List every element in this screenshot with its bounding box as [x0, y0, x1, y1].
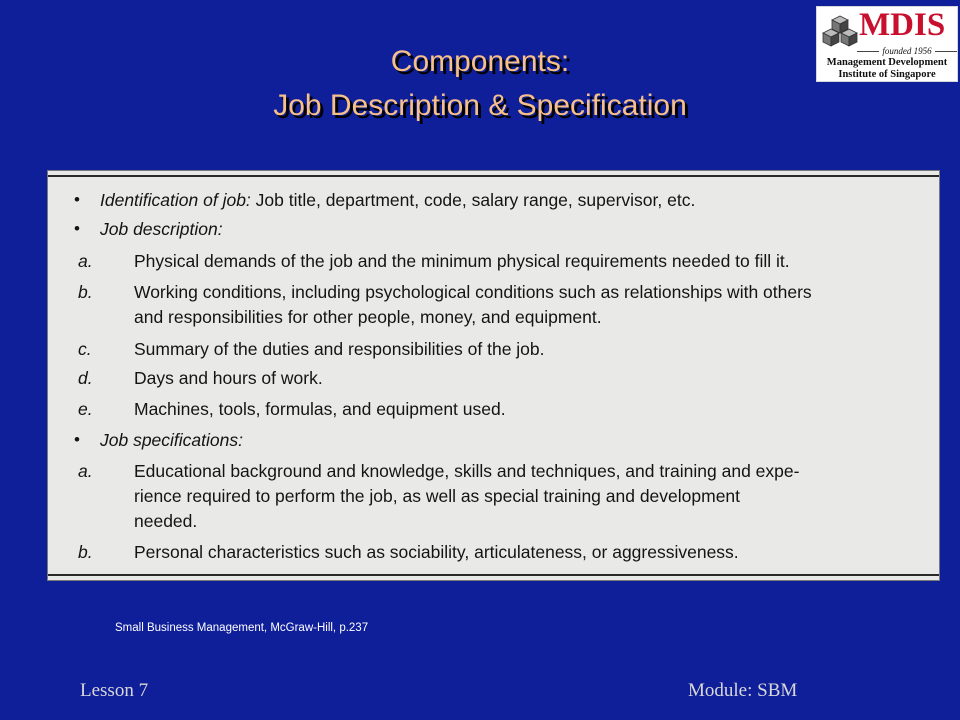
item-marker: d.: [78, 368, 93, 388]
slide-title-line2: Job Description & Specification: [273, 89, 687, 122]
job-description-item: Physical demands of the job and the minimum physical requirements needed to fill it.: [134, 251, 790, 271]
identification-label: Identification of job:: [100, 190, 251, 210]
job-specification-item-cont: needed.: [134, 511, 198, 531]
logo-name-line2: Institute of Singapore: [838, 69, 936, 80]
cubes-logo-icon: [822, 14, 858, 52]
job-description-item: Days and hours of work.: [134, 368, 323, 388]
logo-brand: MDIS: [859, 7, 946, 43]
job-description-item: Machines, tools, formulas, and equipment used.: [134, 399, 506, 419]
item-marker: b.: [78, 542, 93, 562]
mdis-logo: [816, 6, 958, 82]
top-rule: [48, 175, 939, 177]
bottom-rule: [48, 574, 939, 576]
logo-founded: founded 1956: [882, 46, 932, 56]
item-marker: b.: [78, 282, 93, 302]
job-description-item: Working conditions, including psychological conditions such as relationships with others: [134, 282, 812, 302]
job-specification-item: Educational background and knowledge, skills and techniques, and training and expe-: [134, 461, 800, 481]
job-description-item: Summary of the duties and responsibilities of the job.: [134, 339, 545, 359]
footer-lesson: Lesson 7: [80, 680, 149, 701]
bullet-icon: •: [74, 430, 80, 449]
item-marker: e.: [78, 399, 93, 419]
item-marker: c.: [78, 339, 92, 359]
job-description-label: Job description:: [100, 219, 223, 239]
job-description-item-cont: and responsibilities for other people, money, and equipment.: [134, 307, 602, 327]
job-specifications-label: Job specifications:: [100, 430, 243, 450]
item-marker: a.: [78, 461, 93, 481]
identification-item: [100, 189, 695, 211]
job-specification-item: Personal characteristics such as sociability, articulateness, or aggressiveness.: [134, 542, 739, 562]
bullet-icon: •: [74, 219, 80, 238]
item-marker: a.: [78, 251, 93, 271]
logo-name-line1: Management Development: [826, 57, 948, 68]
footer-module: Module: SBM: [688, 680, 798, 701]
scanned-text-box: [47, 170, 940, 581]
source-citation: Small Business Management, McGraw-Hill, p.237: [115, 622, 369, 634]
logo-founded-line: [857, 45, 957, 57]
job-specification-item-cont: rience required to perform the job, as well as special training and development: [134, 486, 741, 506]
slide-title-line1: Components:: [390, 45, 570, 78]
bullet-icon: •: [74, 190, 80, 209]
identification-text: Job title, department, code, salary range, supervisor, etc.: [250, 190, 696, 210]
